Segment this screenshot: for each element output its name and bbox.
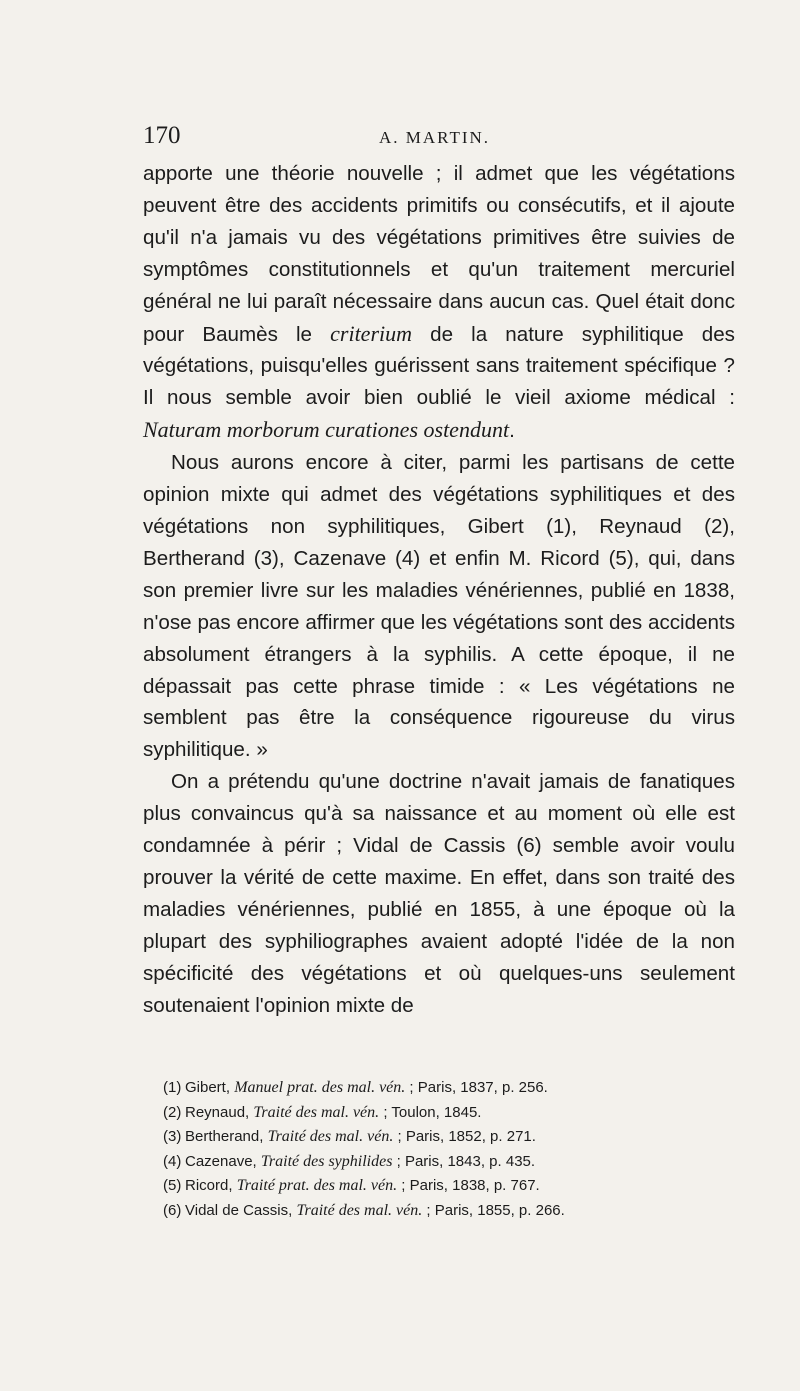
footnote-number: (5) xyxy=(163,1177,182,1195)
paragraph xyxy=(143,766,735,1021)
footnote-author: Vidal de Cassis, xyxy=(185,1201,297,1219)
text-run: apporte une théorie nouvelle ; il admet que les végétations peuvent être des accidents primitifs ou consécutifs, et il ajoute qu'il n'a jamais vu des végétations primitives être suivies de symptômes constitutionnels et qu'un traitement mercuriel général ne lui paraît nécessaire dans aucun cas. Quel était donc pour Baumès le xyxy=(143,162,735,346)
footnote-title: Traité des mal. vén. xyxy=(296,1201,423,1219)
footnote-number: (4) xyxy=(163,1152,182,1170)
footnote-number: (3) xyxy=(163,1128,182,1146)
footnote-publication: ; Paris, 1837, p. 256. xyxy=(405,1079,548,1096)
italic-text: criterium xyxy=(330,320,413,346)
paragraph xyxy=(143,158,735,447)
footnote-title: Traité des mal. vén. xyxy=(267,1128,394,1146)
text-run: On a prétendu qu'une doctrine n'avait jamais de fanatiques plus convaincus qu'à sa naissance et au moment où elle est condamnée à périr ; Vidal de Cassis (6) semble avoir voulu prouver la vérité de cette maxime. En effet, dans son traité des maladies vénériennes, publié en 1855, à une époque où la plupart des syphiliographes avaient adopté l'idée de la non spécificité des végétations et où quelques-uns seulement soutenaient l'opinion mixte de xyxy=(143,770,735,1017)
page-number: 170 xyxy=(143,122,181,149)
italic-text: Naturam morborum curationes ostendunt xyxy=(143,417,510,443)
footnote xyxy=(163,1125,735,1150)
footnote-title: Traité des mal. vén. xyxy=(253,1103,380,1121)
paragraph xyxy=(143,447,735,766)
footnote-author: Bertherand, xyxy=(185,1128,268,1146)
footnote-publication: ; Paris, 1855, p. 266. xyxy=(422,1201,565,1219)
footnote-publication: ; Paris, 1843, p. 435. xyxy=(392,1152,536,1170)
footnote-publication: ; Paris, 1838, p. 767. xyxy=(397,1177,540,1195)
text-run: . xyxy=(509,419,515,443)
footnote-title: Traité des syphilides xyxy=(260,1152,393,1170)
footnote-author: Gibert, xyxy=(185,1079,235,1096)
footnote-publication: ; Paris, 1852, p. 271. xyxy=(393,1128,536,1146)
footnote-number: (2) xyxy=(163,1103,182,1121)
footnote-title: Manuel prat. des mal. vén. xyxy=(234,1079,406,1096)
text-run: de la nature syphilitique des végétations, puisqu'elles guérissent sans traitement spécifique ? Il nous semble avoir bien oublié le vieil axiome médical : xyxy=(143,322,735,410)
footnote xyxy=(163,1076,735,1101)
footnote-author: Ricord, xyxy=(185,1177,237,1195)
footnote xyxy=(163,1150,735,1175)
main-text xyxy=(143,158,735,1021)
footnote xyxy=(163,1199,735,1224)
text-run: Nous aurons encore à citer, parmi les partisans de cette opinion mixte qui admet des végétations syphilitiques et des végétations non syphilitiques, Gibert (1), Reynaud (2), Bertherand (3), Cazenave (4) et enfin M. Ricord (5), qui, dans son premier livre sur les maladies vénériennes, publié en 1838, n'ose pas encore affirmer que les végétations sont des accidents absolument étrangers à la syphilis. A cette époque, il ne dépassait pas cette phrase timide : « Les végétations ne semblent pas être la conséquence rigoureuse du virus syphilitique. » xyxy=(143,451,735,762)
footnote xyxy=(163,1174,735,1199)
footnote-author: Cazenave, xyxy=(185,1152,261,1170)
footnote-number: (6) xyxy=(163,1201,182,1219)
footnote-title: Traité prat. des mal. vén. xyxy=(236,1177,398,1195)
footnote-author: Reynaud, xyxy=(185,1103,254,1121)
footnote xyxy=(163,1101,735,1126)
footnotes xyxy=(163,1076,735,1224)
running-head xyxy=(143,122,735,152)
footnote-number: (1) xyxy=(163,1079,182,1096)
running-title: A. MARTIN. xyxy=(379,128,491,147)
footnote-publication: ; Toulon, 1845. xyxy=(379,1103,482,1121)
